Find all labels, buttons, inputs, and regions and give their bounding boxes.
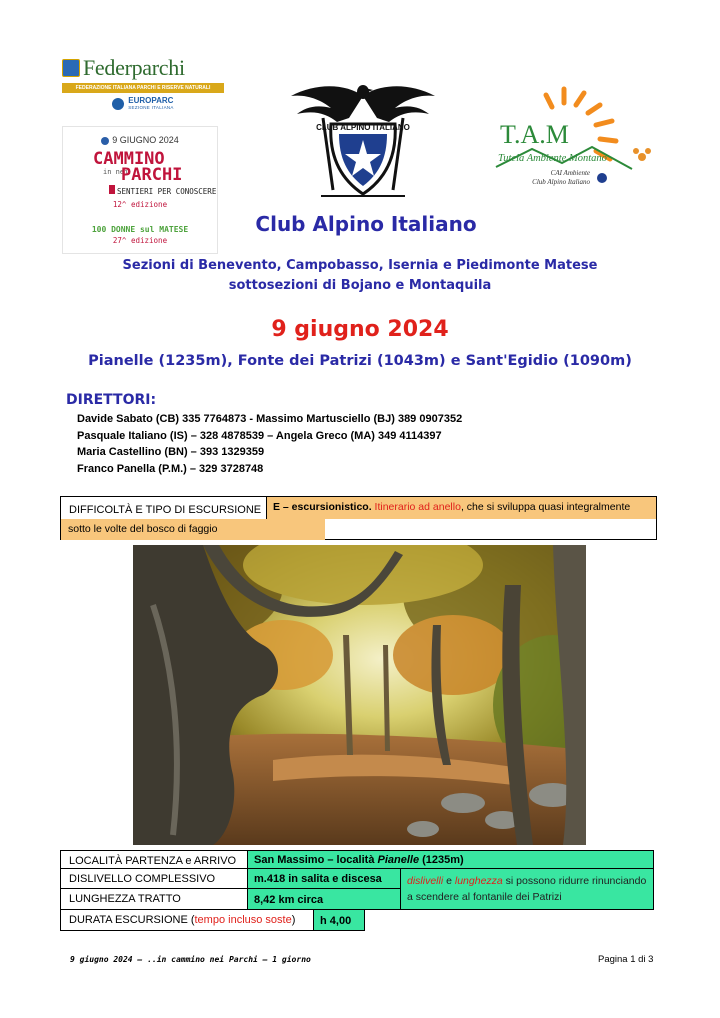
difficulty-box xyxy=(60,496,657,540)
svg-text:Tutela Ambiente Montano: Tutela Ambiente Montano xyxy=(498,153,607,164)
localita-value: San Massimo – località Pianelle (1235m) xyxy=(247,850,654,869)
cai-small-icon xyxy=(101,137,109,145)
durata-value: h 4,00 xyxy=(313,909,365,931)
cammino-parchi: PARCHI xyxy=(121,165,183,185)
difficulty-desc-cont: sotto le volte del bosco di faggio xyxy=(61,519,325,540)
footer-text: 9 giugno 2024 – ..in cammino nei Parchi – 1 giorno xyxy=(70,955,311,964)
direttori-line: Franco Panella (P.M.) – 329 3728748 xyxy=(77,462,264,475)
cammino-sentieri: SENTIERI PER CONOSCERE xyxy=(117,187,217,196)
cammino-date: 9 GIUGNO 2024 xyxy=(112,135,179,145)
svg-text:CLUB ALPINO ITALIANO: CLUB ALPINO ITALIANO xyxy=(316,123,410,132)
svg-text:T.A.M: T.A.M xyxy=(500,120,569,149)
sezioni-line: Sezioni di Benevento, Campobasso, Isernia e Piedimonte Matese xyxy=(122,258,598,273)
direttori-line: Pasquale Italiano (IS) – 328 4878539 – Angela Greco (MA) 349 4114397 xyxy=(77,429,442,442)
info-table xyxy=(60,850,654,934)
federparchi-name: Federparchi xyxy=(83,55,185,80)
difficulty-type: Itinerario ad anello xyxy=(371,501,461,513)
beech-forest-photo xyxy=(133,545,586,845)
europarc-sub: SEZIONE ITALIANA xyxy=(128,105,174,110)
dislivello-label: DISLIVELLO COMPLESSIVO xyxy=(60,868,248,889)
reduction-note: dislivelli e lunghezza si possono ridurre rinunciando a scendere al fontanile dei Patrizi xyxy=(400,868,654,910)
cammino-title: CAMMINO xyxy=(93,149,165,169)
club-title: Club Alpino Italiano xyxy=(255,212,477,236)
tam-logo xyxy=(492,85,654,191)
federparchi-subtitle: FEDERAZIONE ITALIANA PARCHI E RISERVE NATURALI xyxy=(75,85,211,91)
difficulty-desc: , che si sviluppa quasi integralmente xyxy=(460,501,631,513)
dislivello-value: m.418 in salita e discesa xyxy=(247,868,401,889)
cammino-edition-2: 27^ edizione xyxy=(112,236,168,245)
federparchi-logo xyxy=(62,55,224,117)
difficulty-label: DIFFICOLTÀ E TIPO DI ESCURSIONE xyxy=(69,504,262,516)
cammino-edition: 12^ edizione xyxy=(112,200,168,209)
flag-icon xyxy=(109,185,115,194)
cammino-in-nei: in nei xyxy=(103,168,129,176)
svg-text:CAI Ambiente: CAI Ambiente xyxy=(550,169,590,177)
event-date: 9 giugno 2024 xyxy=(271,317,449,342)
difficulty-value xyxy=(266,497,656,519)
europarc-logo xyxy=(62,97,224,110)
localita-label: LOCALITÀ PARTENZA e ARRIVO xyxy=(60,850,248,869)
federparchi-emblem-icon xyxy=(62,59,80,77)
route-title: Pianelle (1235m), Fonte dei Patrizi (1043m) e Sant'Egidio (1090m) xyxy=(88,353,632,369)
durata-label: DURATA ESCURSIONE (tempo incluso soste) xyxy=(60,909,314,931)
svg-text:Club Alpino Italiano: Club Alpino Italiano xyxy=(532,178,590,186)
page-number: Pagina 1 di 3 xyxy=(598,954,654,965)
direttori-label: DIRETTORI: xyxy=(66,392,157,408)
difficulty-grade: E – escursionistico. xyxy=(273,501,372,513)
europarc-name: EUROPARC xyxy=(128,96,174,105)
lunghezza-value: 8,42 km circa xyxy=(247,888,401,910)
sottosezioni-line: sottosezioni di Bojano e Montaquila xyxy=(228,278,492,293)
cai-eagle-logo xyxy=(287,78,439,208)
direttori-list xyxy=(77,411,462,477)
cammino-donne: 100 DONNE sul MATESE xyxy=(91,225,189,234)
lunghezza-label: LUNGHEZZA TRATTO xyxy=(60,888,248,910)
europarc-icon xyxy=(112,98,124,110)
localita-place: Pianelle xyxy=(377,854,420,866)
direttori-line: Davide Sabato (CB) 335 7764873 - Massimo Martusciello (BJ) 389 0907352 xyxy=(77,413,463,425)
direttori-line: Maria Castellino (BN) – 393 1329359 xyxy=(77,446,265,458)
